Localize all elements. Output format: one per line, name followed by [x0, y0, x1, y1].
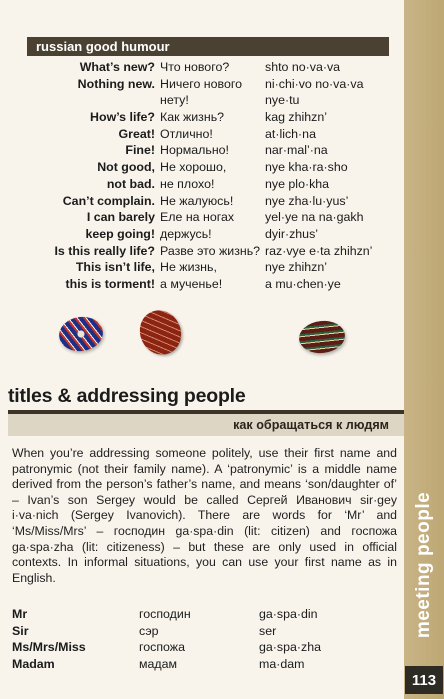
phrase-tr: nye kha·ra·sho: [265, 160, 348, 175]
phrase-tr: kag zhihzn’: [265, 110, 327, 125]
address-ru: сэр: [139, 623, 159, 638]
phrase-row: [27, 259, 389, 276]
phrase-tr: ni·chi·vo no·va·va: [265, 76, 364, 91]
address-en: Mr: [12, 607, 28, 621]
address-ru: госпожа: [139, 640, 185, 654]
address-row: [12, 623, 392, 640]
phrase-row: [27, 193, 389, 210]
phrase-row: [27, 159, 389, 176]
body-paragraph: [12, 446, 397, 586]
phrase-en: Fine!: [125, 143, 155, 158]
phrase-tr: nye zhihzn’: [265, 260, 327, 275]
section-title: titles & addressing people: [8, 385, 246, 407]
page-number: 113: [405, 666, 443, 694]
phrase-ru: нету!: [160, 93, 189, 108]
address-ru: мадам: [139, 656, 178, 671]
address-row: [12, 639, 392, 656]
phrase-row: [27, 109, 389, 126]
decorated-egg-brown: [297, 319, 346, 356]
section-subtitle: как обращаться к людям: [8, 414, 404, 436]
phrase-ru: Еле на ногах: [160, 210, 235, 225]
phrase-row: [27, 226, 389, 243]
phrase-en: I can barely: [86, 210, 155, 225]
phrase-ru: а мученье!: [160, 276, 223, 291]
decorated-egg-blue: [57, 314, 105, 354]
phrase-tr: dyir·zhus’: [265, 226, 319, 241]
phrase-en: This isn’t life,: [75, 260, 155, 275]
phrase-en: Can’t complain.: [62, 193, 155, 208]
phrase-row: [27, 126, 389, 143]
phrase-row: [27, 176, 389, 193]
phrase-ru: Отлично!: [160, 126, 213, 141]
phrase-en: Nothing new.: [77, 76, 155, 91]
phrase-tr: shto no·va·va: [265, 60, 341, 74]
phrase-ru: Не хорошо,: [160, 160, 227, 175]
phrase-row: [27, 142, 389, 159]
phrase-en: How’s life?: [90, 110, 155, 125]
phrase-en: Not good,: [97, 160, 155, 175]
phrase-ru: Разве это жизнь?: [160, 243, 261, 258]
phrase-tr: nye plo·kha: [265, 176, 330, 191]
address-tr: ga·spa·zha: [259, 640, 321, 654]
phrase-row: [27, 92, 389, 109]
phrase-box-title: russian good humour: [27, 37, 389, 56]
address-table: [12, 606, 392, 672]
phrase-ru: не плохо!: [160, 176, 215, 191]
address-row: [12, 656, 392, 673]
phrase-ru: Нормально!: [160, 143, 230, 158]
phrase-row: [27, 209, 389, 226]
phrase-row: [27, 59, 389, 76]
phrase-tr: raz·vye e·ta zhihzn’: [265, 243, 373, 258]
phrase-en: Great!: [118, 126, 155, 141]
address-en: Ms/Mrs/Miss: [12, 640, 86, 654]
phrase-en: What’s new?: [79, 60, 155, 74]
address-tr: ser: [259, 623, 277, 638]
phrase-tr: at·lich·na: [265, 126, 316, 141]
phrase-ru: Ничего нового: [160, 76, 243, 91]
phrase-tr: a mu·chen·ye: [265, 276, 341, 291]
chapter-tab-label: meeting people: [413, 491, 435, 639]
address-en: Madam: [12, 656, 55, 671]
phrase-ru: Как жизнь?: [160, 110, 225, 125]
phrase-en: Is this really life?: [54, 243, 155, 258]
phrase-en: this is torment!: [65, 276, 155, 291]
phrase-row: [27, 243, 389, 260]
phrase-ru: держусь!: [160, 226, 212, 241]
chapter-tab-label-wrap: [404, 480, 444, 650]
phrase-row: [27, 76, 389, 93]
phrase-tr: nar·mal’·na: [265, 143, 328, 158]
address-en: Sir: [12, 623, 29, 638]
phrase-ru: Что нового?: [160, 60, 230, 74]
phrase-tr: nye zha·lu·yus’: [265, 193, 349, 208]
phrase-row: [27, 276, 389, 293]
phrase-ru: Не жизнь,: [160, 260, 217, 275]
phrase-tr: yel·ye na na·gakh: [265, 210, 364, 225]
body-paragraph-text: When you’re addressing someone politely, use their first name and patronymic (not their family name). A ‘patronymic’ is a middle name derived from the person’s father’s name, and means ‘son/daughter of’ – Ivan’s son Sergey would be called Сергей Иванович sir·gey i·va·nich (Sergey Ivanovich). There are words for ‘Mr’ and ‘Ms/Miss/Mrs’ – господин ga·spa·din (lit: citizen) and госпожа ga·spa·zha (lit: citizeness) – but these are only used in official contexts. In informal situations, you can use your first name as in English.: [12, 446, 397, 585]
phrase-ru: Не жалуюсь!: [160, 193, 234, 208]
address-ru: господин: [139, 607, 191, 621]
address-row: [12, 606, 392, 623]
address-tr: ma·dam: [259, 656, 305, 671]
phrase-tr: nye·tu: [265, 93, 300, 108]
phrase-table: [27, 59, 389, 293]
address-tr: ga·spa·din: [259, 607, 318, 621]
phrase-en: not bad.: [106, 176, 155, 191]
decorated-egg-red: [133, 304, 189, 362]
phrase-en: keep going!: [85, 226, 155, 241]
